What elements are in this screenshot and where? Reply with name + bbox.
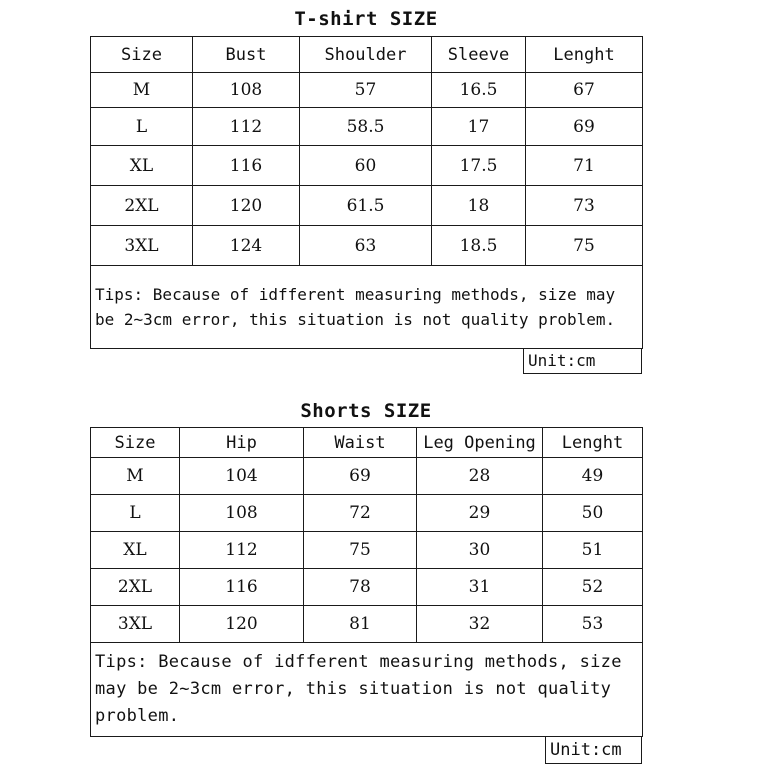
table-cell: 18 xyxy=(432,186,526,226)
table-row xyxy=(91,108,643,146)
shorts-tips-text: Tips: Because of idfferent measuring methods, size may be 2~3cm error, this situation is not quality problem. xyxy=(91,643,643,737)
table-cell: M xyxy=(91,73,193,108)
table-cell: 78 xyxy=(304,569,417,606)
shorts-size-title: Shorts SIZE xyxy=(300,400,432,422)
tshirt-size-title: T-shirt SIZE xyxy=(294,8,438,30)
table-cell: 63 xyxy=(300,226,432,266)
table-row xyxy=(91,606,643,643)
table-cell: 116 xyxy=(193,146,300,186)
table-cell: 30 xyxy=(417,532,543,569)
table-cell: L xyxy=(91,495,180,532)
shorts-header-length: Lenght xyxy=(543,428,643,458)
shorts-header-hip: Hip xyxy=(180,428,304,458)
table-cell: 75 xyxy=(304,532,417,569)
tshirt-tips-row xyxy=(91,266,643,349)
tshirt-header-shoulder: Shoulder xyxy=(300,37,432,73)
shorts-header-row xyxy=(91,428,643,458)
table-cell: 28 xyxy=(417,458,543,495)
tshirt-header-length: Lenght xyxy=(526,37,643,73)
table-cell: 72 xyxy=(304,495,417,532)
table-row xyxy=(91,532,643,569)
table-cell: 50 xyxy=(543,495,643,532)
table-row xyxy=(91,458,643,495)
table-row xyxy=(91,146,643,186)
table-cell: 49 xyxy=(543,458,643,495)
table-row xyxy=(91,186,643,226)
tshirt-size-table xyxy=(90,36,643,349)
table-cell: 120 xyxy=(180,606,304,643)
table-row xyxy=(91,73,643,108)
table-row xyxy=(91,569,643,606)
table-cell: 18.5 xyxy=(432,226,526,266)
table-cell: 2XL xyxy=(91,569,180,606)
table-cell: 67 xyxy=(526,73,643,108)
table-cell: 2XL xyxy=(91,186,193,226)
table-cell: 61.5 xyxy=(300,186,432,226)
table-cell: 32 xyxy=(417,606,543,643)
table-cell: 108 xyxy=(193,73,300,108)
tshirt-header-sleeve: Sleeve xyxy=(432,37,526,73)
table-cell: 71 xyxy=(526,146,643,186)
table-cell: 69 xyxy=(526,108,643,146)
table-cell: M xyxy=(91,458,180,495)
table-cell: 57 xyxy=(300,73,432,108)
table-cell: 73 xyxy=(526,186,643,226)
tshirt-header-size: Size xyxy=(91,37,193,73)
table-row xyxy=(91,495,643,532)
table-cell: 60 xyxy=(300,146,432,186)
table-cell: 53 xyxy=(543,606,643,643)
table-cell: 108 xyxy=(180,495,304,532)
table-cell: 16.5 xyxy=(432,73,526,108)
shorts-header-leg-opening: Leg Opening xyxy=(417,428,543,458)
table-cell: L xyxy=(91,108,193,146)
shorts-header-size: Size xyxy=(91,428,180,458)
table-row xyxy=(91,226,643,266)
table-cell: 104 xyxy=(180,458,304,495)
table-cell: 58.5 xyxy=(300,108,432,146)
tshirt-header-row xyxy=(91,37,643,73)
table-cell: 75 xyxy=(526,226,643,266)
tshirt-tips-text: Tips: Because of idfferent measuring methods, size may be 2~3cm error, this situation is not quality problem. xyxy=(91,266,643,349)
table-cell: 112 xyxy=(180,532,304,569)
table-cell: 112 xyxy=(193,108,300,146)
table-cell: 124 xyxy=(193,226,300,266)
table-cell: 69 xyxy=(304,458,417,495)
shorts-size-table xyxy=(90,427,643,737)
shorts-unit-label: Unit:cm xyxy=(545,736,642,764)
table-cell: XL xyxy=(91,532,180,569)
table-cell: 51 xyxy=(543,532,643,569)
table-cell: XL xyxy=(91,146,193,186)
table-cell: 29 xyxy=(417,495,543,532)
shorts-tips-row xyxy=(91,643,643,737)
tshirt-header-bust: Bust xyxy=(193,37,300,73)
shorts-header-waist: Waist xyxy=(304,428,417,458)
table-cell: 120 xyxy=(193,186,300,226)
tshirt-unit-label: Unit:cm xyxy=(523,348,642,374)
table-cell: 17.5 xyxy=(432,146,526,186)
table-cell: 17 xyxy=(432,108,526,146)
table-cell: 81 xyxy=(304,606,417,643)
table-cell: 31 xyxy=(417,569,543,606)
table-cell: 52 xyxy=(543,569,643,606)
table-cell: 116 xyxy=(180,569,304,606)
table-cell: 3XL xyxy=(91,606,180,643)
table-cell: 3XL xyxy=(91,226,193,266)
